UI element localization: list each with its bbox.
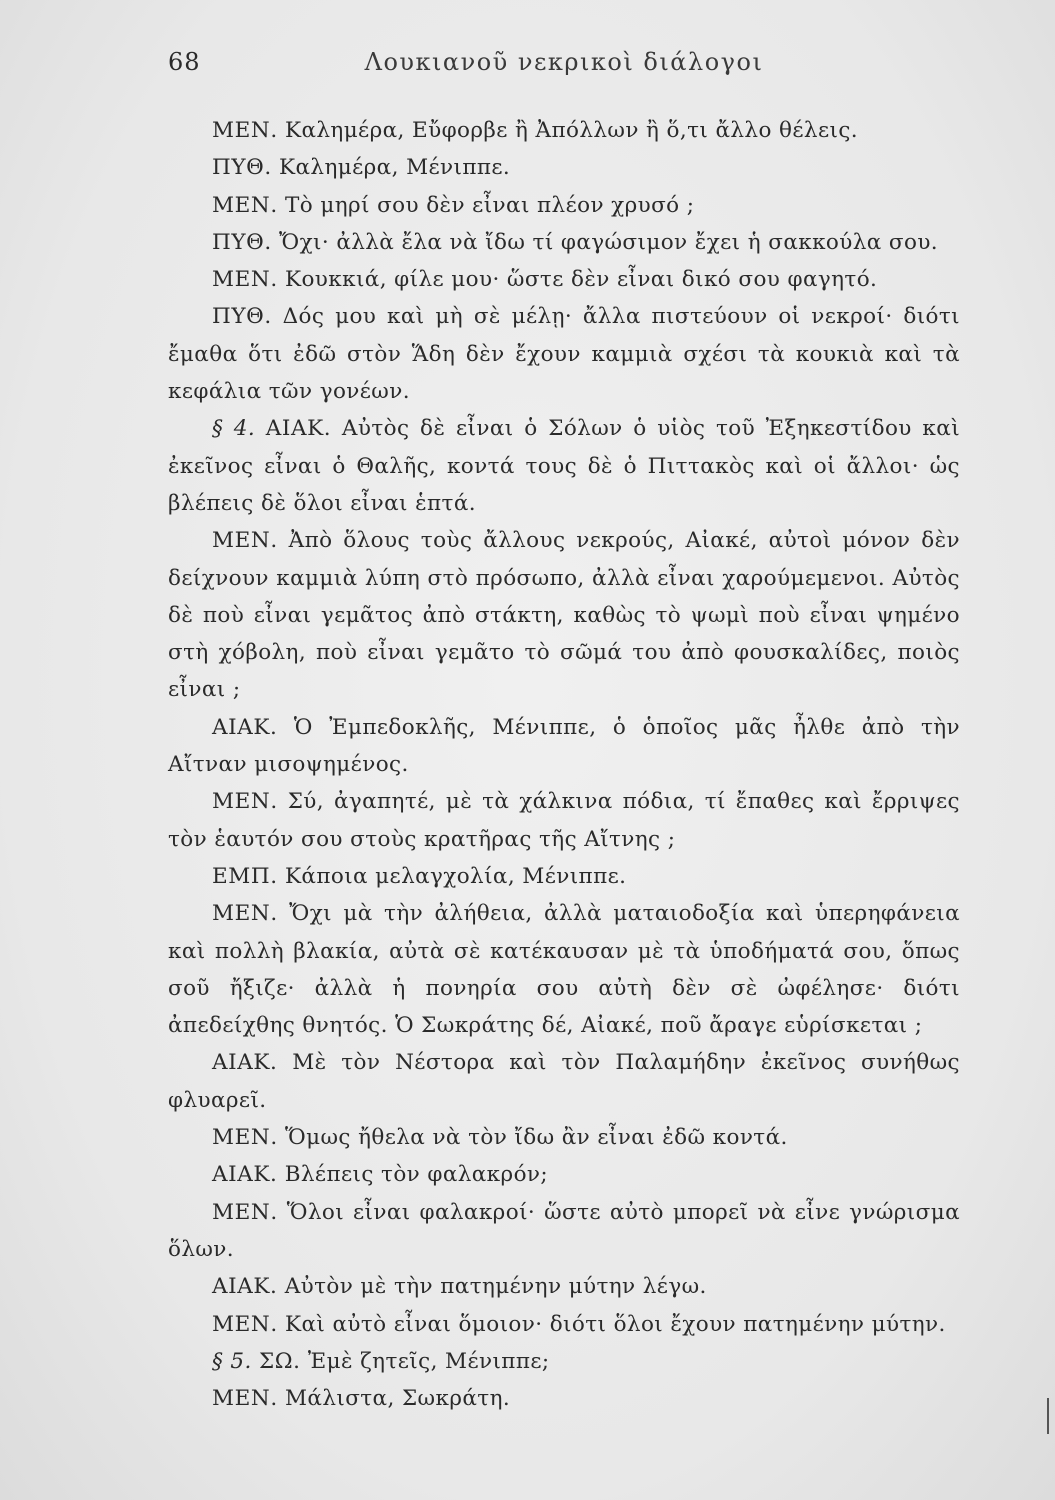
- speaker-label: ΑΙΑΚ.: [212, 1274, 278, 1300]
- speaker-label: ΜΕΝ.: [212, 1125, 278, 1151]
- dialogue-paragraph: [168, 1306, 960, 1343]
- dialogue-paragraph: [168, 187, 960, 224]
- speech-text: Ὅμως ἤθελα νὰ τὸν ἴδω ἂν εἶναι ἐδῶ κοντά.: [285, 1125, 788, 1151]
- speaker-label: ΠΥΘ.: [212, 155, 272, 181]
- speaker-label: ΑΙΑΚ.: [212, 714, 278, 740]
- dialogue-text: [168, 112, 960, 1417]
- speaker-label: ΠΥΘ.: [212, 229, 272, 255]
- section-marker: § 4.: [212, 416, 256, 442]
- running-title: Λουκιανοῦ νεκρικοὶ διάλογοι: [364, 48, 764, 76]
- dialogue-paragraph: [168, 1156, 960, 1193]
- dialogue-paragraph: [168, 709, 960, 784]
- page-header: [168, 44, 960, 84]
- dialogue-paragraph: [168, 410, 960, 522]
- speech-text: Αὐτὸς δὲ εἶναι ὁ Σόλων ὁ υἱὸς τοῦ Ἐξηκεστίδου καὶ ἐκεῖνος εἶναι ὁ Θαλῆς, κοντά τους δὲ ὁ Πιττακὸς καὶ οἱ ἄλλοι· ὡς βλέπεις δὲ ὅλοι εἶναι ἑπτά.: [168, 416, 961, 516]
- speech-text: Βλέπεις τὸν φαλακρόν;: [284, 1162, 549, 1188]
- speaker-label: ΜΕΝ.: [212, 901, 278, 927]
- speaker-label: ΜΕΝ.: [212, 1199, 278, 1225]
- speaker-label: ΜΕΝ.: [212, 1386, 278, 1412]
- speech-text: Κουκκιά, φίλε μου· ὥστε δὲν εἶναι δικό σου φαγητό.: [285, 267, 878, 293]
- dialogue-paragraph: [168, 1119, 960, 1156]
- speech-text: Μάλιστα, Σωκράτη.: [285, 1386, 511, 1412]
- speaker-label: ΑΙΑΚ.: [212, 1050, 278, 1076]
- speech-text: Καλημέρα, Εὔφορβε ἢ Ἀπόλλων ἢ ὅ,τι ἄλλο θέλεις.: [285, 118, 858, 143]
- speech-text: Αὐτὸν μὲ τὴν πατημένην μύτην λέγω.: [284, 1274, 707, 1300]
- speech-text: Ἀπὸ ὅλους τοὺς ἄλλους νεκρούς, Αἰακέ, αὐτοὶ μόνον δὲν δείχνουν καμμιὰ λύπη στὸ πρόσωπο, ἀλλὰ εἶναι χαρούμεμενοι. Αὐτὸς δὲ ποὺ εἶναι γεμᾶτος ἀπὸ στάκτη, καθὼς τὸ ψωμὶ ποὺ εἶναι ψημένο στὴ χόβολη, ποὺ εἶναι γεμᾶτο τὸ σῶμά του ἀπὸ φουσκαλίδες, ποιὸς εἶναι ;: [168, 528, 961, 703]
- speech-text: Σύ, ἀγαπητέ, μὲ τὰ χάλκινα πόδια, τί ἔπαθες καὶ ἔρριψες τὸν ἑαυτόν σου στοὺς κρατῆρας τῆς Αἴτνης ;: [168, 789, 961, 852]
- dialogue-paragraph: [168, 298, 960, 410]
- speech-text: Μὲ τὸν Νέστορα καὶ τὸν Παλαμήδην ἐκεῖνος συνήθως φλυαρεῖ.: [168, 1050, 960, 1113]
- speech-text: Ὄχι· ἀλλὰ ἔλα νὰ ἴδω τί φαγώσιμον ἔχει ἡ σακκούλα σου.: [279, 229, 939, 255]
- dialogue-paragraph: [168, 1044, 960, 1119]
- dialogue-paragraph: [168, 224, 960, 261]
- speech-text: Καὶ αὐτὸ εἶναι ὅμοιον· διότι ὅλοι ἔχουν πατημένην μύτην.: [285, 1311, 946, 1337]
- speaker-label: ΜΕΝ.: [212, 118, 278, 143]
- dialogue-paragraph: [168, 522, 960, 708]
- speaker-label: ΣΩ.: [258, 1348, 301, 1374]
- dialogue-paragraph: [168, 895, 960, 1044]
- speech-text: Ὄχι μὰ τὴν ἀλήθεια, ἀλλὰ ματαιοδοξία καὶ ὑπερηφάνεια καὶ πολλὴ βλακία, αὐτὰ σὲ κατέκαυσαν μὲ τὰ ὑποδήματά σου, ὅπως σοῦ ἤξιζε· ἀλλὰ ἡ πονηρία σου αὐτὴ δὲν σὲ ὠφέλησε· διότι ἀπεδείχθης θνητός. Ὁ Σωκράτης δέ, Αἰακέ, ποῦ ἄραγε εὑρίσκεται ;: [168, 901, 961, 1039]
- speaker-label: ΜΕΝ.: [212, 267, 278, 293]
- speech-text: Τὸ μηρί σου δὲν εἶναι πλέον χρυσό ;: [285, 192, 695, 218]
- speaker-label: ΜΕΝ.: [212, 1311, 278, 1337]
- speech-text: Δός μου καὶ μὴ σὲ μέλῃ· ἄλλα πιστεύουν οἱ νεκροί· διότι ἔμαθα ὅτι ἐδῶ στὸν Ἅδη δὲν ἔχουν καμμιὰ σχέσι τὰ κουκιὰ καὶ τὰ κεφάλια τῶν γονέων.: [168, 304, 960, 405]
- speech-text: Καλημέρα, Μένιππε.: [279, 155, 511, 181]
- section-marker: § 5.: [212, 1348, 252, 1374]
- dialogue-paragraph: [168, 1380, 960, 1417]
- dialogue-paragraph: [168, 1343, 960, 1380]
- speech-text: Κάποια μελαγχολία, Μένιππε.: [284, 863, 627, 889]
- speech-text: Ἐμὲ ζητεῖς, Μένιππε;: [307, 1348, 550, 1374]
- speaker-label: ΜΕΝ.: [212, 528, 278, 554]
- dialogue-paragraph: [168, 1268, 960, 1305]
- speaker-label: ΜΕΝ.: [212, 192, 278, 218]
- dialogue-paragraph: [168, 149, 960, 186]
- dialogue-paragraph: [168, 1194, 960, 1269]
- dialogue-paragraph: [168, 783, 960, 858]
- dialogue-paragraph: [168, 112, 960, 149]
- speaker-label: ΠΥΘ.: [212, 304, 272, 330]
- dialogue-paragraph: [168, 261, 960, 298]
- speech-text: Ὅλοι εἶναι φαλακροί· ὥστε αὐτὸ μπορεῖ νὰ εἶνε γνώρισμα ὅλων.: [168, 1199, 960, 1262]
- speaker-label: ΑΙΑΚ.: [212, 1162, 278, 1188]
- page-edge-mark: [1047, 1398, 1049, 1434]
- speaker-label: ΕΜΠ.: [212, 863, 278, 889]
- speech-text: Ὁ Ἐμπεδοκλῆς, Μένιππε, ὁ ὁποῖος μᾶς ἦλθε ἀπὸ τὴν Αἴτναν μισοψημένος.: [168, 714, 961, 778]
- speaker-label: ΜΕΝ.: [212, 789, 278, 815]
- page-number: 68: [168, 48, 201, 76]
- speaker-label: ΑΙΑΚ.: [265, 416, 332, 442]
- dialogue-paragraph: [168, 858, 960, 895]
